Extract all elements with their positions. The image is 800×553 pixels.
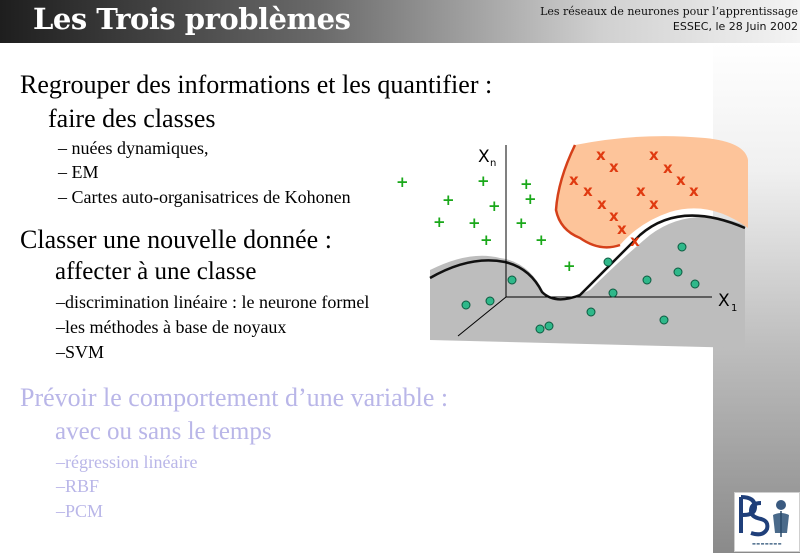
institution-logo: [734, 492, 800, 552]
plus-marker: +: [524, 190, 537, 208]
section-3-item-1: –régression linéaire: [56, 452, 198, 472]
dot-marker: [486, 297, 494, 305]
axis-y-sub: n: [490, 158, 497, 169]
slide-title: Les Trois problèmes: [33, 2, 351, 36]
logo-caption-bar: ▬▬▬▬▬▬▬: [752, 541, 782, 546]
plus-marker: +: [515, 214, 528, 232]
cross-marker: x: [689, 182, 699, 200]
section-2-item-1: –discrimination linéaire : le neurone formel: [56, 292, 370, 312]
section-2-heading: Classer une nouvelle donnée :: [20, 225, 332, 254]
plus-marker: +: [563, 257, 576, 275]
dot-marker: [462, 301, 470, 309]
section-2-item-3: –SVM: [56, 342, 105, 362]
section-3-heading: Prévoir le comportement d’une variable :: [20, 383, 449, 412]
cross-marker: x: [569, 171, 579, 189]
dot-marker: [691, 280, 699, 288]
cross-marker: x: [609, 207, 619, 225]
dot-marker: [604, 258, 612, 266]
axis-y-label: X: [478, 147, 490, 167]
section-1-item-2: – EM: [58, 162, 99, 182]
plus-marker: +: [396, 173, 409, 191]
plus-marker: +: [535, 231, 548, 249]
dot-marker: [678, 243, 686, 251]
section-2-item-2: –les méthodes à base de noyaux: [56, 317, 287, 337]
header-venue-date: ESSEC, le 28 Juin 2002: [672, 20, 798, 33]
classification-figure: [396, 130, 745, 350]
plus-marker: +: [442, 191, 455, 209]
dot-marker: [536, 325, 544, 333]
cross-marker: x: [617, 220, 627, 238]
dot-marker: [643, 276, 651, 284]
section-1-heading: Regrouper des informations et les quantifier :: [20, 70, 493, 99]
dot-marker: [660, 316, 668, 324]
axis-x-label: X: [718, 291, 730, 311]
plus-marker: +: [520, 175, 533, 193]
section-1-subheading: faire des classes: [48, 104, 216, 133]
section-3-item-3: –PCM: [56, 501, 104, 521]
header-bar: [0, 0, 800, 43]
cross-marker: x: [636, 182, 646, 200]
cross-marker: x: [649, 146, 659, 164]
logo-emblem: [735, 493, 799, 541]
cross-marker: x: [676, 171, 686, 189]
dot-marker: [545, 322, 553, 330]
dot-marker: [609, 289, 617, 297]
plus-marker: +: [468, 214, 481, 232]
cross-marker: x: [663, 159, 673, 177]
cross-marker: x: [596, 146, 606, 164]
cross-marker: x: [583, 182, 593, 200]
section-3-item-2: –RBF: [56, 476, 100, 496]
header-course-title: Les réseaux de neurones pour l’apprentissage: [540, 5, 798, 18]
plus-marker: +: [477, 172, 490, 190]
plus-marker: +: [480, 231, 493, 249]
section-1-item-3: – Cartes auto-organisatrices de Kohonen: [58, 187, 351, 207]
plus-marker: +: [433, 213, 446, 231]
cross-marker: x: [609, 158, 619, 176]
section-2-subheading: affecter à une classe: [55, 258, 257, 285]
axis-x-sub: 1: [731, 303, 738, 314]
cross-marker: x: [649, 195, 659, 213]
section-3-subheading: avec ou sans le temps: [55, 418, 272, 445]
cross-marker: x: [630, 232, 640, 250]
cross-marker: x: [597, 195, 607, 213]
dot-marker: [508, 276, 516, 284]
dot-marker: [674, 268, 682, 276]
dot-marker: [587, 308, 595, 316]
plus-marker: +: [488, 197, 501, 215]
section-1-item-1: – nuées dynamiques,: [58, 138, 209, 158]
